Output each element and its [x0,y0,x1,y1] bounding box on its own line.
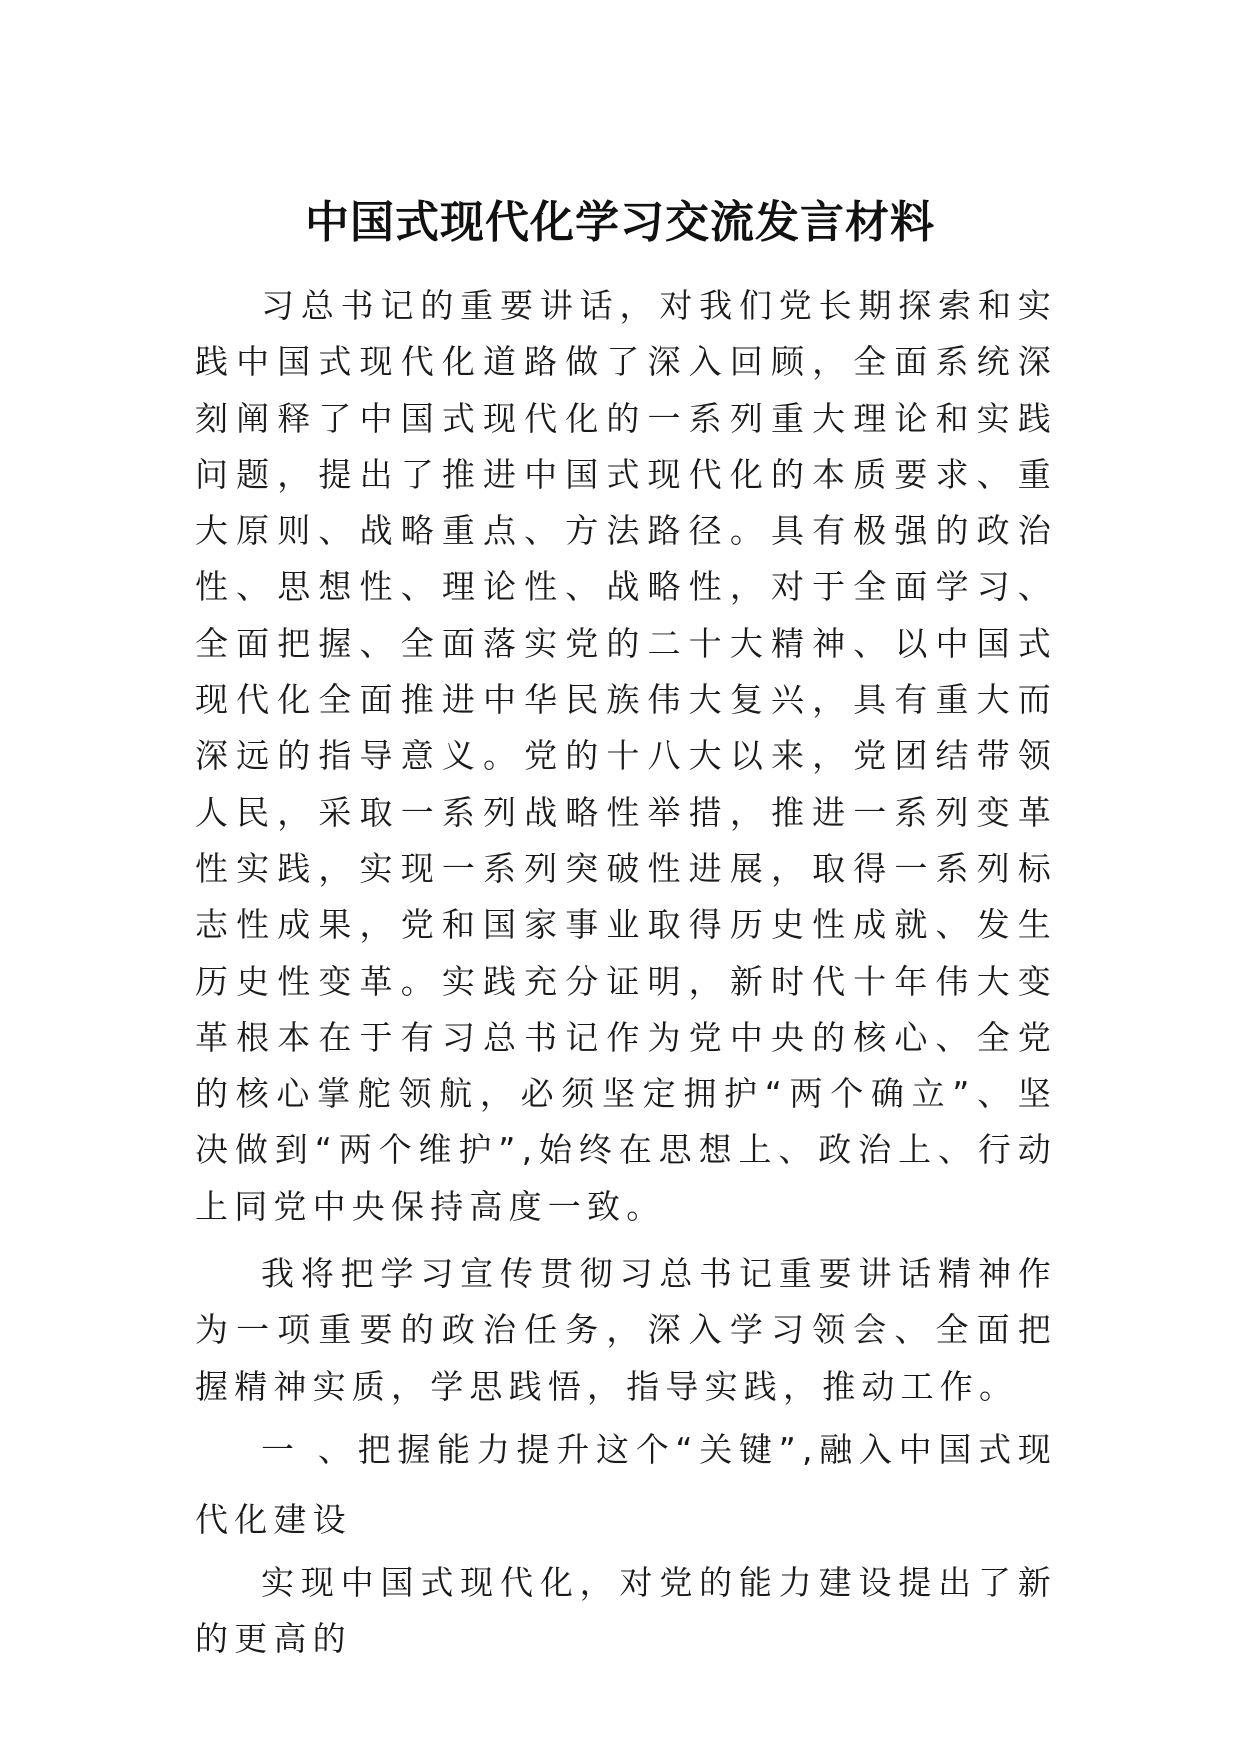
paragraph-section-1-start: 实现中国式现代化，对党的能力建设提出了新的更高的 [195,1562,1057,1659]
section-heading-1: 一 、把握能力提升这个“关键”,融入中国式现代化建设 [195,1429,1057,1539]
document-body [195,278,1057,1668]
paragraph-commitment: 我将把学习宣传贯彻习总书记重要讲话精神作为一项重要的政治任务，深入学习领会、全面把握精神实质，学思践悟，指导实践，推动工作。 [195,1254,1057,1406]
paragraph-intro: 习总书记的重要讲话，对我们党长期探索和实践中国式现代化道路做了深入回顾，全面系统深刻阐释了中国式现代化的一系列重大理论和实践问题，提出了推进中国式现代化的本质要求、重大原则、战略重点、方法路径。具有极强的政治性、思想性、理论性、战略性，对于全面学习、全面把握、全面落实党的二十大精神、以中国式现代化全面推进中华民族伟大复兴，具有重大而深远的指导意义。党的十八大以来，党团结带领人民，采取一系列战略性举措，推进一系列变革性实践，实现一系列突破性进展，取得一系列标志性成果，党和国家事业取得历史性成就、发生历史性变革。实践充分证明，新时代十年伟大变革根本在于有习总书记作为党中央的核心、全党的核心掌舵领航，必须坚定拥护“两个确立”、坚决做到“两个维护”,始终在思想上、政治上、行动上同党中央保持高度一致。 [195,286,1057,1226]
document-title: 中国式现代化学习交流发言材料 [305,197,935,248]
